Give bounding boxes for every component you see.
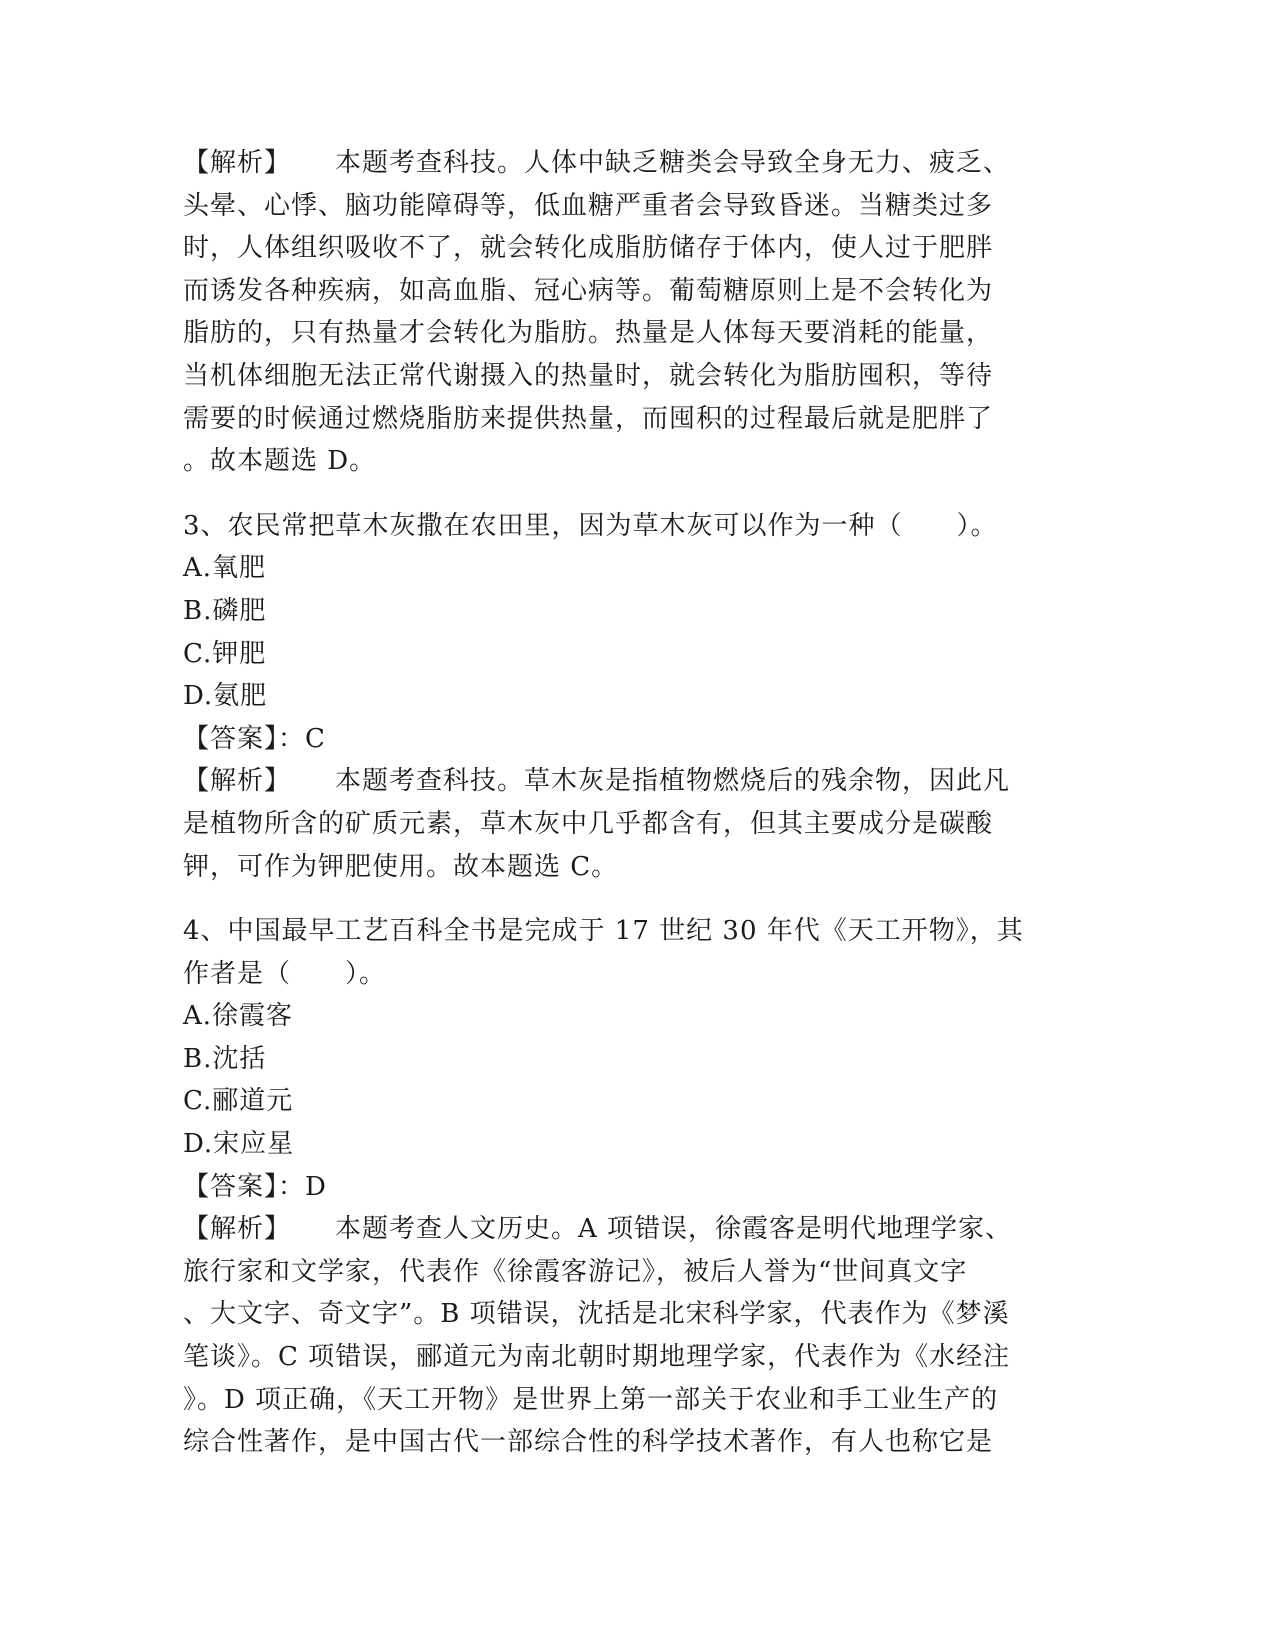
- question-4: [183, 910, 1083, 1464]
- option-b: B.磷肥: [183, 595, 267, 626]
- analysis-line: 而诱发各种疾病，如高血脂、冠心病等。葡萄糖原则上是不会转化为: [183, 275, 994, 306]
- question-stem: 作者是（ ）。: [183, 958, 387, 989]
- question-3: [183, 505, 1083, 888]
- question-stem: 4、中国最早工艺百科全书是完成于 17 世纪 30 年代《天工开物》，其: [183, 916, 1024, 947]
- analysis-line: 当机体细胞无法正常代谢摄入的热量时，就会转化为脂肪囤积，等待: [183, 360, 994, 391]
- analysis-block-q2: [183, 142, 1083, 483]
- analysis-line: 笔谈》。C 项错误，郦道元为南北朝时期地理学家，代表作为《水经注: [183, 1342, 1011, 1373]
- analysis-line: 综合性著作，是中国古代一部综合性的科学技术著作，有人也称它是: [183, 1427, 994, 1458]
- document-page: [183, 142, 1083, 1464]
- analysis-line: 旅行家和文学家，代表作《徐霞客游记》，被后人誉为“世间真文字: [183, 1256, 968, 1287]
- option-d: D.宋应星: [183, 1129, 295, 1160]
- analysis-line: 、大文字、奇文字”。B 项错误，沈括是北宋科学家，代表作为《梦溪: [183, 1299, 1010, 1330]
- analysis-line: 》。D 项正确，《天工开物》是世界上第一部关于农业和手工业生产的: [183, 1384, 999, 1415]
- analysis-line: 【解析】 本题考查科技。人体中缺乏糖类会导致全身无力、疲乏、: [183, 148, 1011, 178]
- answer: 【答案】：D: [183, 1171, 327, 1202]
- analysis-label: 【解析】: [183, 1214, 292, 1245]
- analysis-line: 钾，可作为钾肥使用。故本题选 C。: [183, 851, 619, 882]
- option-c: C.郦道元: [183, 1086, 294, 1117]
- analysis-line: 脂肪的，只有热量才会转化为脂肪。热量是人体每天要消耗的能量，: [183, 318, 994, 349]
- analysis-line: 【解析】 本题考查科技。草木灰是指植物燃烧后的残余物，因此凡: [183, 766, 1011, 797]
- analysis-line: 需要的时候通过燃烧脂肪来提供热量，而囤积的过程最后就是肥胖了: [183, 403, 994, 434]
- analysis-line: 【解析】 本题考查人文历史。A 项错误，徐霞客是明代地理学家、: [183, 1214, 1013, 1245]
- analysis-line: 是植物所含的矿质元素，草木灰中几乎都含有，但其主要成分是碳酸: [183, 808, 994, 839]
- answer: 【答案】：C: [183, 723, 326, 754]
- question-stem: 3、农民常把草木灰撒在农田里，因为草木灰可以作为一种（ ）。: [183, 510, 998, 541]
- option-a: A.徐霞客: [183, 1001, 294, 1032]
- analysis-line: 头晕、心悸、脑功能障碍等，低血糖严重者会导致昏迷。当糖类过多: [183, 190, 994, 221]
- analysis-line: 时，人体组织吸收不了，就会转化成脂肪储存于体内，使人过于肥胖: [183, 233, 994, 264]
- analysis-label: 【解析】: [183, 766, 292, 797]
- option-d: D.氨肥: [183, 681, 268, 712]
- analysis-line: 。故本题选 D。: [183, 446, 377, 477]
- option-a: A.氧肥: [183, 553, 267, 584]
- option-b: B.沈括: [183, 1043, 267, 1074]
- analysis-label: 【解析】: [183, 148, 292, 178]
- option-c: C.钾肥: [183, 638, 267, 669]
